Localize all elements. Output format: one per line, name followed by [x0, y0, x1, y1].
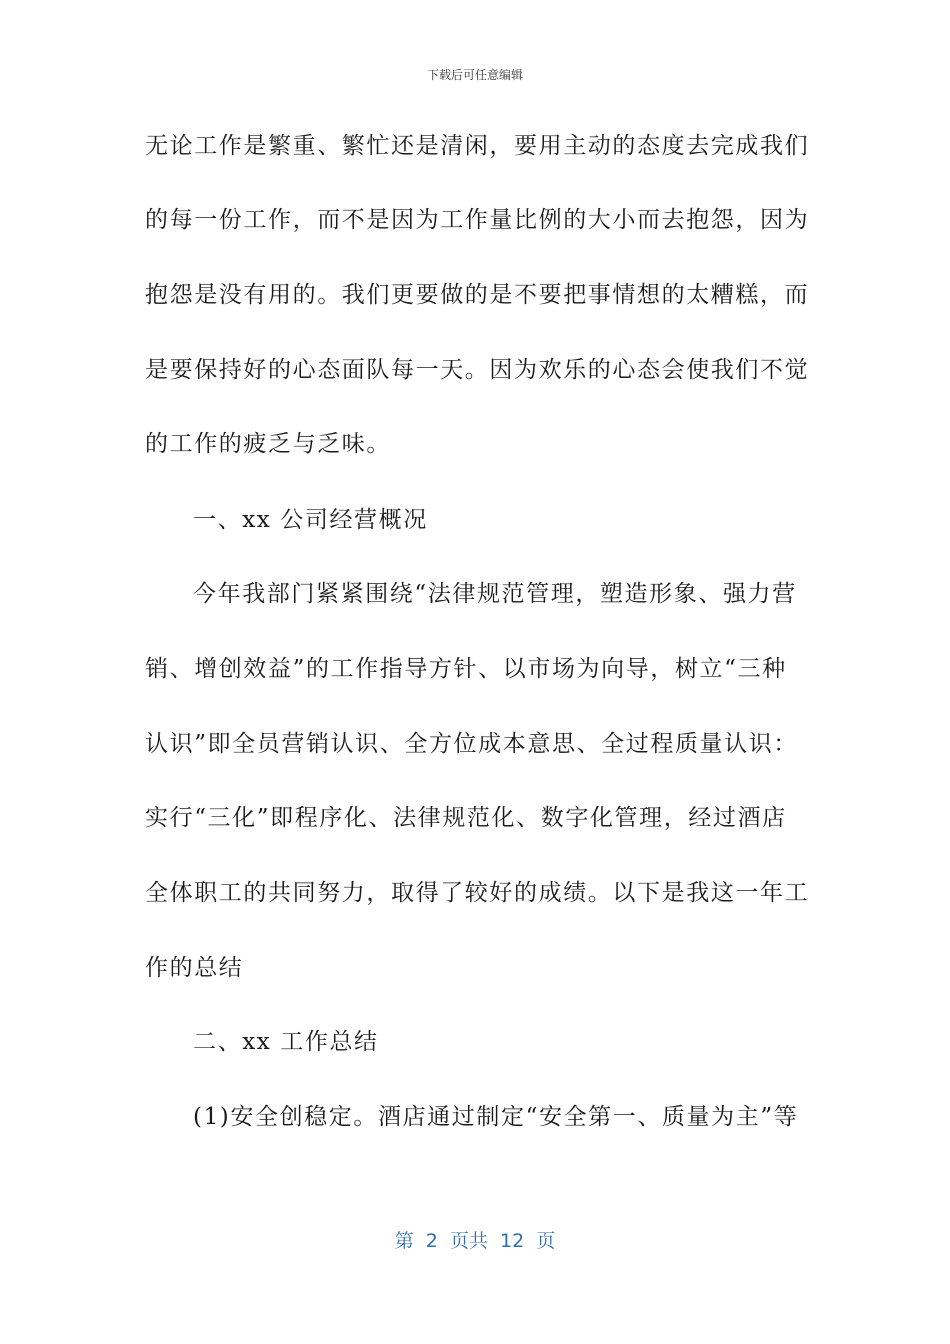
body-line: 作的总结 [145, 955, 244, 981]
body-line: 全体职工的共同努力，取得了较好的成绩。以下是我这一年工 [145, 880, 810, 906]
section-heading: 一、xx 公司经营概况 [193, 507, 428, 533]
page-header: 下载后可任意编辑 [426, 68, 523, 82]
body-line: 实行“三化”即程序化、法律规范化、数字化管理，经过酒店 [145, 805, 787, 831]
body-line: 认识”即全员营销认识、全方位成本意思、全过程质量认识： [145, 731, 798, 757]
body-line: 销、增创效益”的工作指导方针、以市场为向导，树立“三种 [145, 656, 787, 682]
body-line: 今年我部门紧紧围绕“法律规范管理，塑造形象、强力营 [193, 581, 797, 607]
body-line: 的工作的疲乏与乏味。 [145, 431, 391, 457]
body-line: 无论工作是繁重、繁忙还是清闲，要用主动的态度去完成我们 [145, 133, 810, 159]
body-line: 抱怨是没有用的。我们更要做的是不要把事情想的太糟糕，而 [145, 282, 810, 308]
page-number-footer: 第 2 页共 12 页 [394, 1230, 556, 1252]
section-heading: 二、xx 工作总结 [193, 1029, 379, 1055]
body-line: 的每一份工作，而不是因为工作量比例的大小而去抱怨，因为 [145, 207, 810, 233]
body-line: (1)安全创稳定。酒店通过制定“安全第一、质量为主”等 [193, 1104, 799, 1130]
body-line: 是要保持好的心态面队每一天。因为欢乐的心态会使我们不觉 [145, 357, 810, 383]
